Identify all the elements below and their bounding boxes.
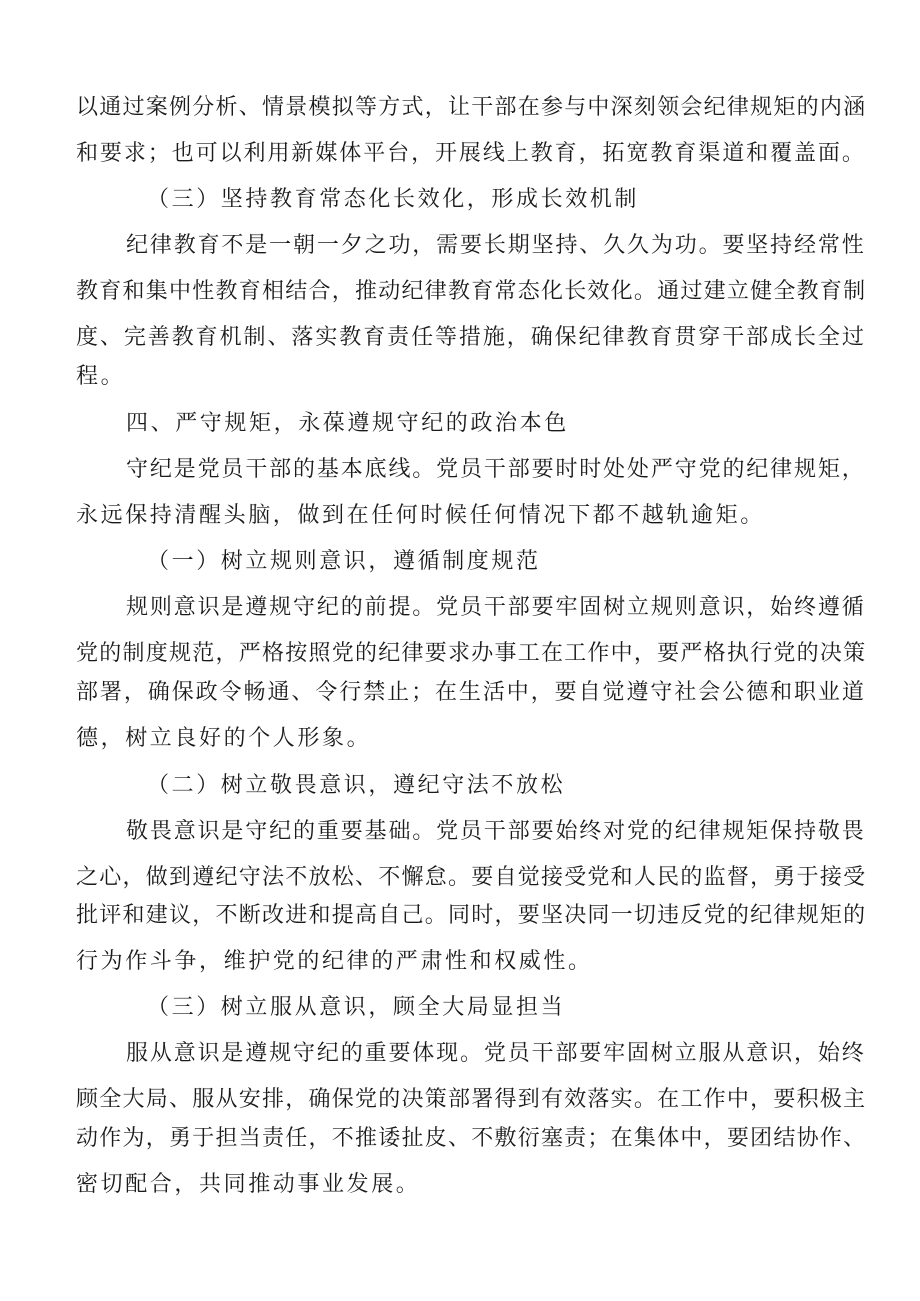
- paragraph-line: 批评和建议，不断改进和提高自己。同时，要坚决同一切违反党的纪律规矩的: [76, 903, 867, 928]
- paragraph-line: 顾全大局、服从安排，确保党的决策部署得到有效落实。在工作中，要积极主: [76, 1087, 867, 1112]
- paragraph-line: 动作为，勇于担当责任，不推诿扯皮、不敷衍塞责；在集体中，要团结协作、: [76, 1126, 867, 1151]
- paragraph-line: 和要求；也可以利用新媒体平台，开展线上教育，拓宽教育渠道和覆盖面。: [76, 141, 866, 166]
- subsection-heading: （三）树立服从意识，顾全大局显担当: [147, 995, 566, 1020]
- paragraph-line: 服从意识是遵规守纪的重要体现。党员干部要牢固树立服从意识，始终: [126, 1041, 866, 1066]
- paragraph-line: 纪律教育不是一朝一夕之功，需要长期坚持、久久为功。要坚持经常性: [126, 233, 866, 258]
- paragraph-line: 密切配合，共同推动事业发展。: [76, 1172, 421, 1197]
- paragraph-line: 之心，做到遵纪守法不放松、不懈怠。要自觉接受党和人民的监督，勇于接受: [76, 865, 867, 890]
- section-heading: 四、严守规矩，永葆遵规守纪的政治本色: [126, 411, 569, 436]
- subsection-heading: （三）坚持教育常态化长效化，形成长效机制: [147, 187, 640, 212]
- paragraph-line: 规则意识是遵规守纪的前提。党员干部要牢固树立规则意识，始终遵循: [126, 595, 866, 620]
- paragraph-line: 以通过案例分析、情景模拟等方式，让干部在参与中深刻领会纪律规矩的内涵: [76, 95, 867, 120]
- subsection-heading: （二）树立敬畏意识，遵纪守法不放松: [147, 773, 566, 798]
- paragraph-line: 教育和集中性教育相结合，推动纪律教育常态化长效化。通过建立健全教育制: [76, 279, 867, 304]
- paragraph-line: 党的制度规范，严格按照党的纪律要求办事工在工作中，要严格执行党的决策: [76, 641, 867, 666]
- paragraph-line: 守纪是党员干部的基本底线。党员干部要时时处处严守党的纪律规矩，: [126, 457, 866, 482]
- paragraph-line: 敬畏意识是守纪的重要基础。党员干部要始终对党的纪律规矩保持敬畏: [126, 819, 866, 844]
- paragraph-line: 部署，确保政令畅通、令行禁止；在生活中，要自觉遵守社会公德和职业道: [76, 680, 866, 705]
- paragraph-line: 行为作斗争，维护党的纪律的严肃性和权威性。: [76, 949, 593, 974]
- paragraph-line: 德，树立良好的个人形象。: [76, 726, 372, 751]
- subsection-heading: （一）树立规则意识，遵循制度规范: [147, 549, 541, 574]
- paragraph-line: 程。: [76, 364, 126, 389]
- paragraph-line: 永远保持清醒头脑，做到在任何时候任何情况下都不越轨逾矩。: [76, 503, 765, 528]
- paragraph-line: 度、完善教育机制、落实教育责任等措施，确保纪律教育贯穿干部成长全过: [76, 325, 866, 350]
